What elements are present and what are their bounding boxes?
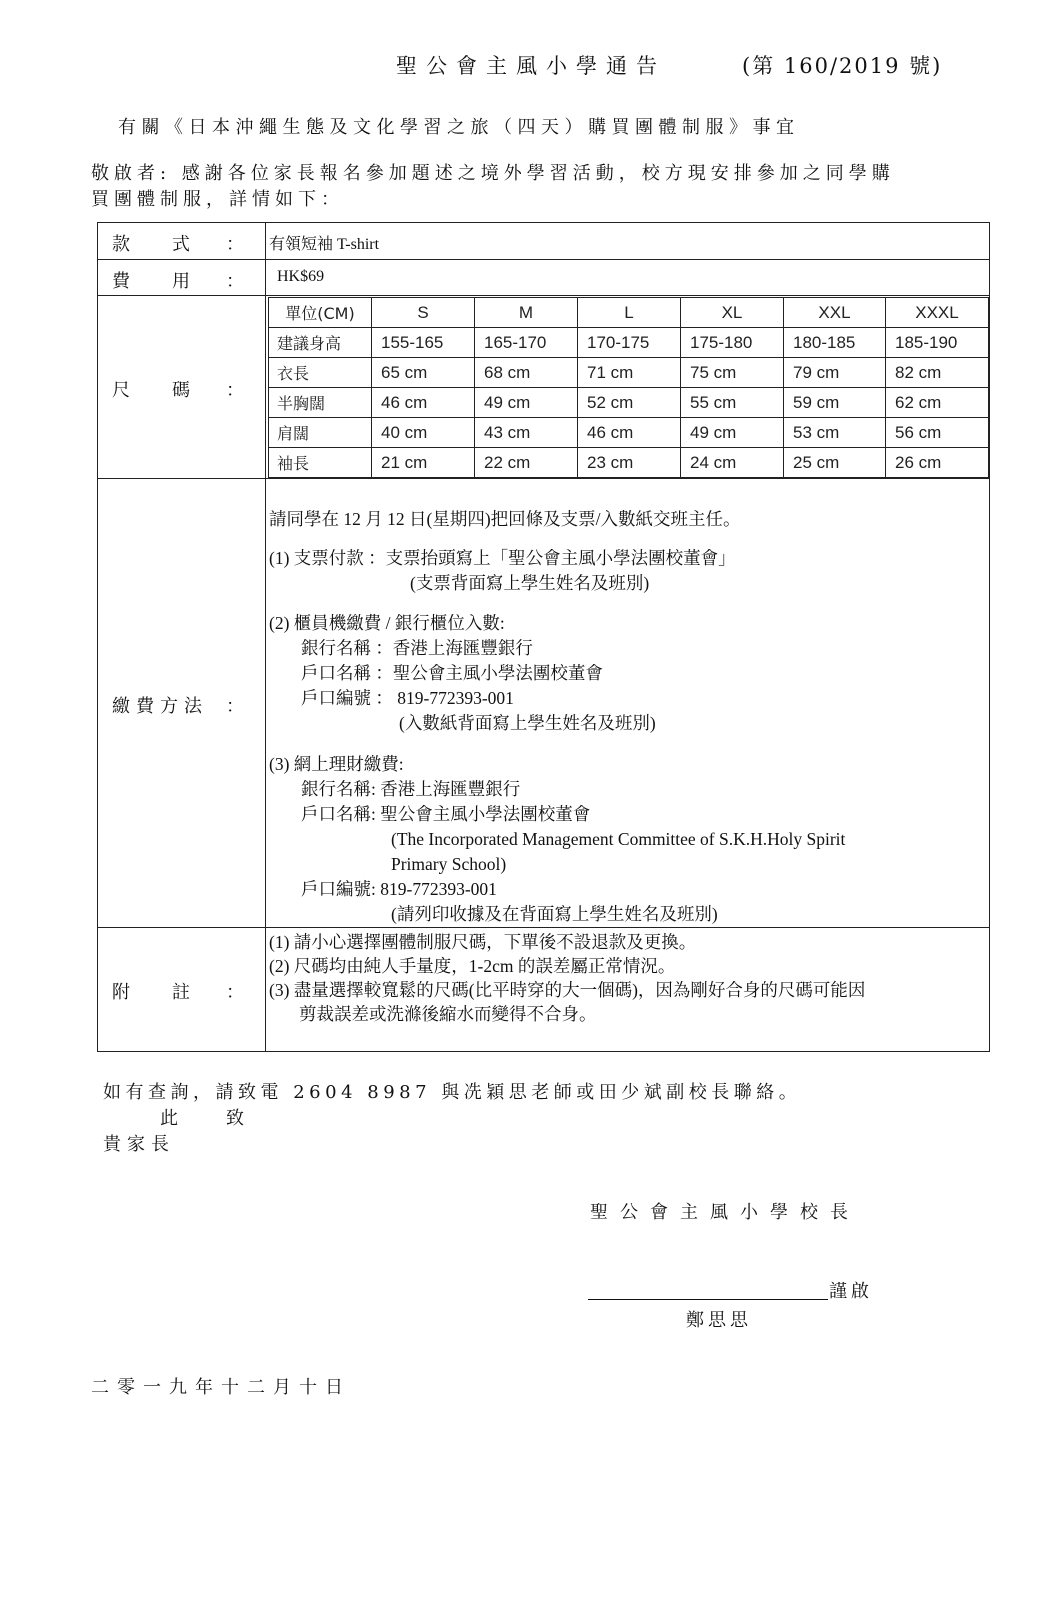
size-cell: 82 cm [886, 358, 989, 388]
payment-colon: ： [226, 696, 244, 717]
size-row-label: 肩闊 [269, 418, 372, 448]
size-cell: 46 cm [578, 418, 681, 448]
online-heading: (3) 網上理財繳費: [269, 754, 404, 774]
table-rule [97, 259, 990, 260]
atm-remark: (入數紙背面寫上學生姓名及班別) [399, 713, 656, 733]
size-chart-header [269, 298, 989, 328]
size-row-label: 袖長 [269, 448, 372, 478]
size-cell: 49 cm [681, 418, 784, 448]
atm-bank: 銀行名稱 ：香港上海匯豐銀行 [301, 638, 533, 658]
size-cell: 59 cm [784, 388, 886, 418]
size-cell: 25 cm [784, 448, 886, 478]
notice-title: 聖公會主風小學通告 [396, 54, 666, 78]
notice-number: (第 160/2019 號) [742, 54, 943, 78]
notes-colon: ： [226, 982, 244, 1003]
size-cell: 21 cm [372, 448, 475, 478]
atm-account-name: 戶口名稱 ：聖公會主風小學法團校董會 [301, 663, 603, 683]
note-1: (1) 請小心選擇團體制服尺碼，下單後不設退款及更換。 [269, 932, 697, 952]
respectfully-text: 謹啟 [829, 1281, 873, 1302]
salutation-line-1: 此 致 [160, 1108, 248, 1129]
notice-subject: 有關《日本沖繩生態及文化學習之旅（四天）購買團體制服》事宜 [118, 117, 800, 138]
size-cell: 55 cm [681, 388, 784, 418]
notes-label: 附 註 [112, 982, 192, 1003]
size-header-cell: XL [681, 298, 784, 328]
size-cell: 24 cm [681, 448, 784, 478]
principal-name: 鄭思思 [686, 1310, 752, 1331]
fee-colon: ： [226, 271, 244, 292]
size-chart [268, 297, 989, 478]
principal-title: 聖公會主風小學校長 [590, 1202, 860, 1223]
style-label: 款 式 [112, 234, 192, 255]
style-value: 有領短袖 T-shirt [269, 236, 380, 253]
style-colon: ： [226, 234, 244, 255]
size-cell: 43 cm [475, 418, 578, 448]
online-account-name: 戶口名稱: 聖公會主風小學法團校董會 [301, 804, 591, 824]
payment-label: 繳費方法 [112, 696, 208, 717]
size-header-cell: M [475, 298, 578, 328]
fee-label: 費 用 [112, 271, 192, 292]
table-rule [97, 927, 990, 928]
size-cell: 75 cm [681, 358, 784, 388]
online-english-name-1: (The Incorporated Management Committee of S.K.H.Holy Spirit [391, 829, 846, 849]
size-header-cell: 單位(CM) [269, 298, 372, 328]
size-label: 尺 碼 [112, 380, 192, 401]
size-header-cell: L [578, 298, 681, 328]
size-cell: 49 cm [475, 388, 578, 418]
intro-line-1: 敬啟者: 感謝各位家長報名參加題述之境外學習活動，校方現安排參加之同學購 [91, 163, 895, 184]
size-cell: 185-190 [886, 328, 989, 358]
size-cell: 155-165 [372, 328, 475, 358]
size-cell: 71 cm [578, 358, 681, 388]
size-cell: 175-180 [681, 328, 784, 358]
salutation-line-2: 貴家長 [103, 1134, 175, 1155]
size-colon: ： [226, 380, 244, 401]
size-cell: 23 cm [578, 448, 681, 478]
note-3: (3) 盡量選擇較寬鬆的尺碼(比平時穿的大一個碼)，因為剛好合身的尺碼可能因 [269, 980, 866, 1000]
size-cell: 79 cm [784, 358, 886, 388]
size-cell: 46 cm [372, 388, 475, 418]
online-remark: (請列印收據及在背面寫上學生姓名及班別) [391, 904, 718, 924]
size-row-height [269, 328, 989, 358]
intro-line-2: 買團體制服，詳情如下： [91, 189, 344, 210]
note-2: (2) 尺碼均由純人手量度，1-2cm 的誤差屬正常情況。 [269, 956, 676, 976]
cheque-line-2: (支票背面寫上學生姓名及班別) [410, 573, 650, 593]
note-3-continued: 剪裁誤差或洗滌後縮水而變得不合身。 [299, 1004, 597, 1024]
size-row-half-chest [269, 388, 989, 418]
payment-intro: 請同學在 12 月 12 日(星期四)把回條及支票/入數紙交班主任。 [269, 509, 741, 529]
size-cell: 65 cm [372, 358, 475, 388]
size-cell: 52 cm [578, 388, 681, 418]
size-header-cell: S [372, 298, 475, 328]
online-english-name-2: Primary School) [391, 854, 507, 874]
size-cell: 26 cm [886, 448, 989, 478]
table-rule [97, 478, 990, 479]
size-row-label: 半胸闊 [269, 388, 372, 418]
enquiry-line: 如有查詢，請致電 2604 8987 與冼穎思老師或田少斌副校長聯絡。 [103, 1082, 802, 1103]
size-row-length [269, 358, 989, 388]
atm-account-no: 戶口編號 ： 819-772393-001 [301, 688, 514, 708]
signature-line [588, 1299, 828, 1300]
online-account-no: 戶口編號: 819-772393-001 [301, 879, 497, 899]
online-bank: 銀行名稱: 香港上海匯豐銀行 [301, 779, 521, 799]
table-rule [97, 295, 990, 296]
size-cell: 22 cm [475, 448, 578, 478]
size-cell: 165-170 [475, 328, 578, 358]
size-row-sleeve [269, 448, 989, 478]
size-cell: 53 cm [784, 418, 886, 448]
fee-value: HK$69 [277, 268, 325, 285]
size-header-cell: XXL [784, 298, 886, 328]
notice-date: 二零一九年十二月十日 [91, 1377, 351, 1398]
size-row-label: 建議身高 [269, 328, 372, 358]
size-header-cell: XXXL [886, 298, 989, 328]
size-row-shoulder [269, 418, 989, 448]
size-cell: 180-185 [784, 328, 886, 358]
cheque-line-1: (1) 支票付款 ：支票抬頭寫上「聖公會主風小學法團校董會」 [269, 548, 736, 568]
size-row-label: 衣長 [269, 358, 372, 388]
size-cell: 68 cm [475, 358, 578, 388]
atm-heading: (2) 櫃員機繳費 / 銀行櫃位入數: [269, 613, 505, 633]
size-cell: 40 cm [372, 418, 475, 448]
size-cell: 170-175 [578, 328, 681, 358]
size-cell: 56 cm [886, 418, 989, 448]
size-cell: 62 cm [886, 388, 989, 418]
